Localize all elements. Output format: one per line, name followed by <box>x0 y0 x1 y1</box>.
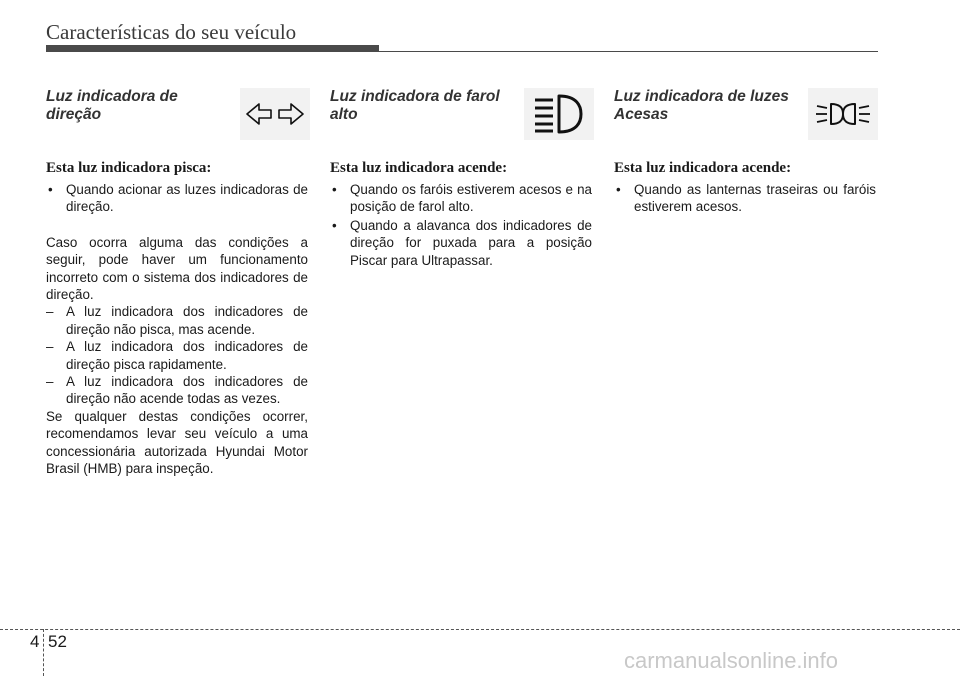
section-subhead: Esta luz indicadora pisca: <box>46 160 212 176</box>
section-subhead: Esta luz indicadora acende: <box>614 160 792 176</box>
section-subhead: Esta luz indicadora acende: <box>330 160 508 176</box>
section-title: Luz indicadora de direção <box>46 88 178 123</box>
turn-signal-arrows-icon <box>240 88 310 140</box>
high-beam-icon <box>524 88 594 140</box>
section-turn-signal <box>46 88 308 478</box>
list-item: – A luz indicadora dos indicadores de direção não pisca, mas acende. <box>46 303 308 338</box>
paragraph: Se qualquer destas condições ocorrer, recomendamos levar seu veículo a uma concessionária autorizada Hyundai Motor Brasil (HMB) para inspeção. <box>46 408 308 477</box>
page-header-title: Características do seu veículo <box>46 20 297 44</box>
header-bar <box>46 45 379 52</box>
section-title: Luz indicadora de farol alto <box>330 88 500 123</box>
paragraph: Caso ocorra alguma das condições a seguir, pode haver um funcionamento incorreto com o sistema dos indicadores de direção. <box>46 234 308 303</box>
footer-vertical-divider <box>43 629 44 676</box>
list-item: – A luz indicadora dos indicadores de direção pisca rapidamente. <box>46 338 308 373</box>
list-item: • Quando as lanternas traseiras ou faróis estiverem acesos. <box>614 181 876 216</box>
bullet-list <box>46 181 308 216</box>
list-item: • Quando acionar as luzes indicadoras de direção. <box>46 181 308 216</box>
list-item: • Quando a alavanca dos indicadores de direção for puxada para a posição Piscar para Ultrapassar. <box>330 217 592 269</box>
footer-divider <box>0 629 960 630</box>
list-item: – A luz indicadora dos indicadores de direção não acende todas as vezes. <box>46 373 308 408</box>
position-lights-icon <box>808 88 878 140</box>
page-number: 52 <box>48 632 67 651</box>
chapter-number: 4 <box>30 632 40 651</box>
list-item: • Quando os faróis estiverem acesos e na posição de farol alto. <box>330 181 592 216</box>
header-rule <box>379 51 878 52</box>
section-title: Luz indicadora de luzes Acesas <box>614 88 789 123</box>
section-position-lights <box>614 88 876 217</box>
watermark: carmanualsonline.info <box>624 648 839 673</box>
bullet-list <box>614 181 876 216</box>
dash-list <box>46 303 308 407</box>
section-high-beam <box>330 88 592 270</box>
bullet-list <box>330 181 592 269</box>
